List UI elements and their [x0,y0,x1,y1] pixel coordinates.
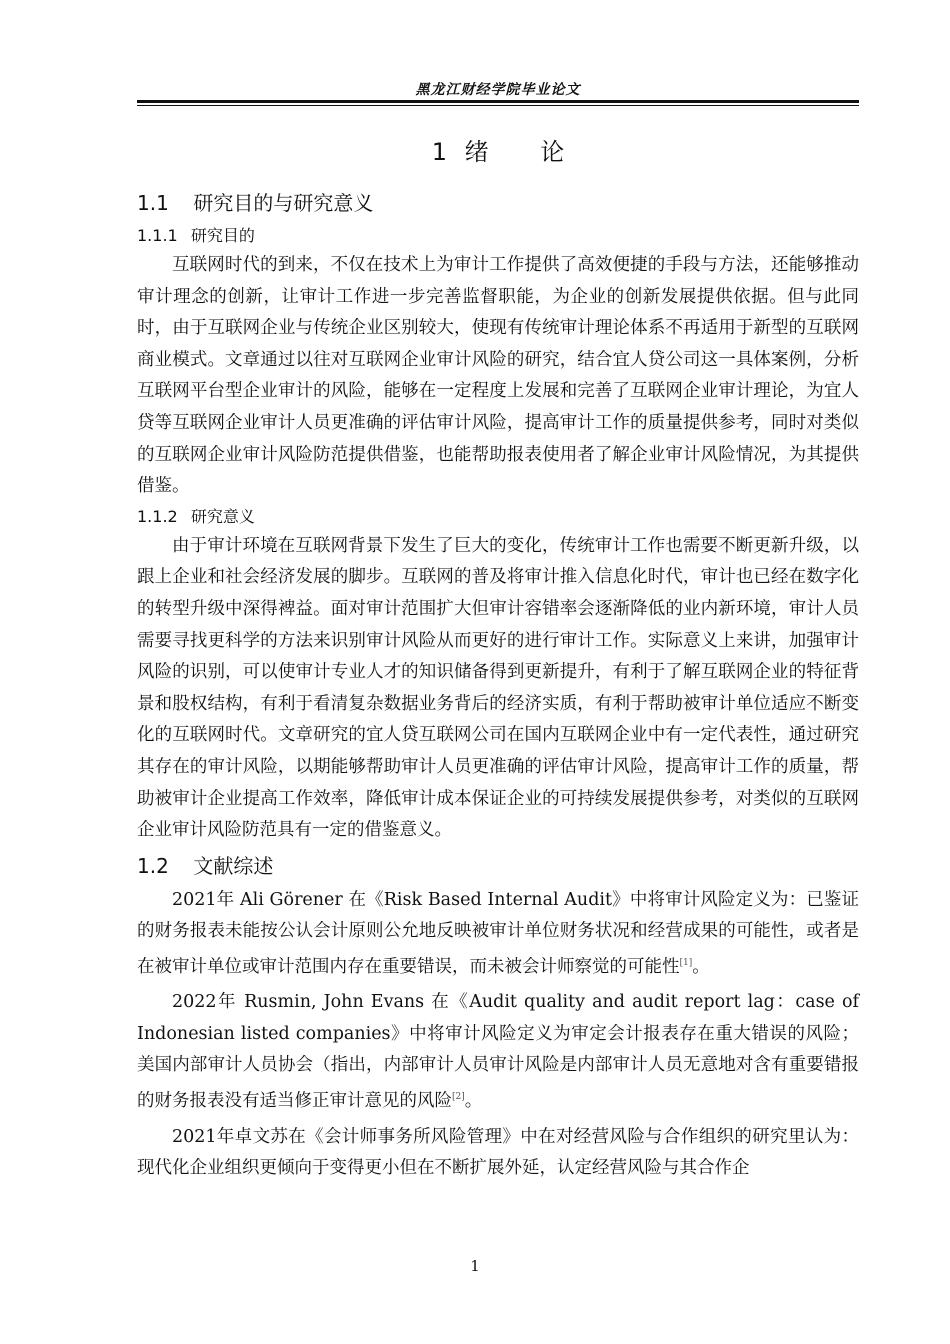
chapter-number: 1 [431,138,447,166]
subsection-heading-1-1-2 [137,503,859,531]
citation-ref-2: [2] [452,1092,465,1103]
section-number: 1.2 [137,853,169,878]
section-title: 研究目的与研究意义 [193,191,374,215]
subsection-number: 1.1.1 [137,226,178,245]
paragraph-research-significance: 由于审计环境在互联网背景下发生了巨大的变化，传统审计工作也需要不断更新升级，以跟上企业和社会经济发展的脚步。互联网的普及将审计推入信息化时代，审计也已经在数字化的转型升级中深得裨益。面对审计范围扩大但审计容错率会逐渐降低的业内新环境，审计人员需要寻找更科学的方法来识别审计风险从而更好的进行审计工作。实际意义上来讲，加强审计风险的识别，可以使审计专业人才的知识储备得到更新提升，有利于了解互联网企业的特征背景和股权结构，有利于看清复杂数据业务背后的经济实质，有利于帮助被审计单位适应不断变化的互联网时代。文章研究的宜人贷互联网公司在国内互联网企业中有一定代表性，通过研究其存在的审计风险，以期能够帮助审计人员更准确的评估审计风险，提高审计工作的质量，帮助被审计企业提高工作效率，降低审计成本保证企业的可持续发展提供参考，对类似的互联网企业审计风险防范具有一定的借鉴意义。 [137,535,859,841]
paragraph-literature-3: 2021年卓文苏在《会计师事务所风险管理》中在对经营风险与合作组织的研究里认为：现代化企业组织更倾向于变得更小但在不断扩展外延，认定经营风险与其合作企 [137,1126,859,1179]
section-number: 1.1 [137,191,169,215]
page-number: 1 [470,1257,480,1275]
body-content [137,184,859,1185]
section-title: 文献综述 [193,853,274,878]
section-heading-1-2 [137,847,859,885]
citation-ref-1: [1] [679,957,693,968]
chapter-title-char-2: 论 [540,138,565,166]
paragraph-research-purpose: 互联网时代的到来，不仅在技术上为审计工作提供了高效便捷的手段与方法，还能够推动审计理念的创新，让审计工作进一步完善监督职能，为企业的创新发展提供依据。但与此同时，由于互联网企业与传统企业区别较大，使现有传统审计理论体系不再适用于新型的互联网商业模式。文章通过以往对互联网企业审计风险的研究，结合宜人贷公司这一具体案例，分析互联网平台型企业审计的风险，能够在一定程度上发展和完善了互联网企业审计理论，为宜人贷等互联网企业审计人员更准确的评估审计风险，提高审计工作的质量提供参考，同时对类似的互联网企业审计风险防范提供借鉴，也能帮助报表使用者了解企业审计风险情况，为其提供借鉴。 [137,255,859,497]
subsection-number: 1.1.2 [137,506,178,526]
paragraph-literature-1 [137,885,859,984]
subsection-title: 研究意义 [190,506,255,526]
paragraph-end: 。 [464,1090,483,1111]
paragraph-text: 2021年 Ali Görener 在《Risk Based Internal Audit》中将审计风险定义为：已鉴证的财务报表未能按公认会计原则公允地反映被审计单位财务状况和经营成果的可能性，或者是在被审计单位或审计范围内存在重要错误，而未被会计师察觉的可能性 [137,889,859,977]
chapter-title [137,132,859,167]
chapter-title-char-1: 绪 [464,138,489,166]
running-header: 黑龙江财经学院毕业论文 [415,82,581,98]
subsection-title: 研究目的 [190,226,255,245]
paragraph-literature-2 [137,987,859,1117]
paragraph-end: 。 [692,956,710,977]
section-heading-1-1 [137,184,859,222]
subsection-heading-1-1-1 [137,222,859,250]
header-rule-thin [137,105,859,106]
paragraph-text: 2022年 Rusmin, John Evans 在《Audit quality and audit report lag：case of Indonesian listed companies》中将审计风险定义为审定会计报表存在重大错误的风险；美国内部审计人员协会（指出，内部审计人员审计风险是内部审计人员无意地对含有重要错报的财务报表没有适当修正审计意见的风险 [137,992,859,1111]
header-rule-thick [137,100,859,103]
